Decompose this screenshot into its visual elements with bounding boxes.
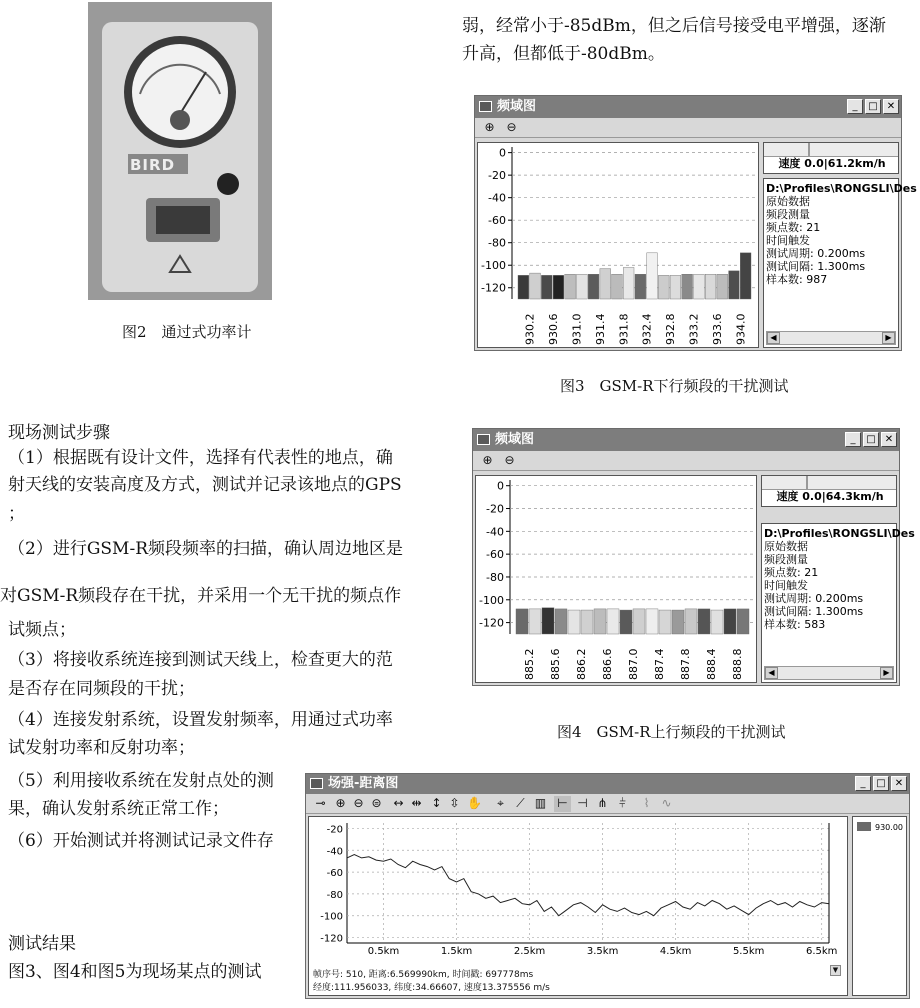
info-line: 时间触发 xyxy=(764,579,808,592)
y-tick-label: -100 xyxy=(481,259,506,273)
scroll-down-icon[interactable]: ▼ xyxy=(830,965,841,976)
y-tick-label: 0 xyxy=(499,146,506,160)
bar xyxy=(541,275,552,299)
power-meter-photo xyxy=(88,2,272,300)
info-line: 样本数: 987 xyxy=(766,273,828,286)
bar xyxy=(685,609,697,634)
window-app-icon xyxy=(477,434,490,445)
step-line-11: （5）利用接收系统在发射点处的测 xyxy=(8,771,274,791)
fig5-plot-area xyxy=(308,816,848,996)
y-tick-label: -120 xyxy=(320,933,343,945)
bar xyxy=(635,274,646,299)
marker-icon[interactable]: ⌖ xyxy=(497,796,504,810)
x-tick-label: 931.4 xyxy=(593,313,607,345)
zoom-out-icon[interactable]: ⊖ xyxy=(506,120,517,134)
results-line: 图3、图4和图5为现场某点的测试 xyxy=(8,962,262,982)
bar xyxy=(737,609,749,634)
x-tick-label: 888.4 xyxy=(705,648,718,680)
minimize-button[interactable]: _ xyxy=(855,776,871,791)
cursor-icon[interactable]: ⊢ xyxy=(554,796,571,812)
step-line-4: （2）进行GSM-R频段频率的扫描，确认周边地区是 xyxy=(8,539,403,559)
bar xyxy=(659,610,671,634)
zoom-in-icon[interactable]: ⊕ xyxy=(484,120,495,134)
y-tick-label: -20 xyxy=(488,169,506,183)
section-steps-heading: 现场测试步骤 xyxy=(8,423,110,443)
x-tick-label: 3.5km xyxy=(586,946,619,957)
bar xyxy=(670,275,681,299)
window-app-icon xyxy=(479,101,492,112)
step-line-13: （6）开始测试并将测试记录文件存 xyxy=(8,831,274,851)
zoom-fit-icon[interactable]: ⊜ xyxy=(371,796,382,810)
x-tick-label: 6.5km xyxy=(805,946,838,957)
fig5-status-line-2: 经度:111.956033, 纬度:34.66607, 速度13.375556 m/s xyxy=(313,983,550,993)
fig5-title: 场强-距离图 xyxy=(328,776,399,791)
expand-vertical-icon[interactable]: ↕ xyxy=(431,796,442,810)
x-tick-label: 5.5km xyxy=(732,946,765,957)
fig4-toolbar xyxy=(473,451,899,471)
info-line: 测试周期: 0.200ms xyxy=(766,247,866,260)
x-tick-label: 934.0 xyxy=(734,313,748,345)
section-results-heading: 测试结果 xyxy=(8,934,76,954)
fig3-caption: 图3 GSM-R下行频段的干扰测试 xyxy=(560,377,789,395)
zoom-in-icon[interactable]: ⊕ xyxy=(335,796,346,810)
step-line-8: 是否存在同频段的干扰； xyxy=(8,679,195,699)
bar xyxy=(607,609,619,634)
bar xyxy=(555,609,567,634)
bar-chart-icon[interactable]: ▥ xyxy=(534,796,547,810)
x-tick-label: 2.5km xyxy=(513,946,546,957)
x-tick-label: 4.5km xyxy=(659,946,692,957)
y-tick-label: -20 xyxy=(326,824,343,836)
bar xyxy=(588,274,599,299)
info-path: D:\Profiles\RONGSLI\Des xyxy=(764,527,915,540)
fig3-speed-readout: 速度 0.0|61.2km/h xyxy=(778,157,886,170)
bar xyxy=(542,608,554,634)
info-line: 样本数: 583 xyxy=(764,618,826,631)
y-tick-label: -120 xyxy=(481,281,506,295)
x-tick-label: 886.2 xyxy=(575,648,588,680)
x-tick-label: 932.4 xyxy=(640,313,654,345)
bar xyxy=(530,273,541,299)
legend-swatch xyxy=(857,822,871,831)
x-tick-label: 933.6 xyxy=(710,313,724,345)
fig3-plot-area xyxy=(477,142,759,348)
bar xyxy=(729,271,740,299)
scroll-left-icon[interactable]: ◀ xyxy=(767,332,780,344)
bar xyxy=(600,269,611,299)
info-path: D:\Profiles\RONGSLI\Des xyxy=(766,182,917,195)
step-line-2: 射天线的安装高度及方式，测试并记录该地点的GPS xyxy=(8,475,402,495)
bar xyxy=(698,609,710,634)
y-tick-label: -20 xyxy=(486,502,504,516)
info-line: 时间触发 xyxy=(766,234,810,247)
info-line: 测试周期: 0.200ms xyxy=(764,592,864,605)
x-tick-label: 931.8 xyxy=(617,313,631,345)
signal-icon[interactable]: ⌇ xyxy=(643,796,650,810)
horizontal-scrollbar[interactable] xyxy=(766,331,896,345)
fig5-status-line-1: 帧序号: 510, 距离:6.569990km, 时间戳: 697778ms xyxy=(313,970,534,980)
close-button[interactable]: ✕ xyxy=(881,432,897,447)
fig3-titlebar[interactable] xyxy=(475,96,901,118)
y-tick-label: -100 xyxy=(320,911,343,923)
bar xyxy=(633,609,645,634)
y-tick-label: -60 xyxy=(326,868,343,880)
zoom-out-icon[interactable]: ⊖ xyxy=(504,453,515,467)
y-tick-label: -40 xyxy=(488,191,506,205)
wave-icon[interactable]: ∿ xyxy=(661,796,672,810)
x-tick-label: 885.6 xyxy=(549,648,562,680)
bar xyxy=(724,609,736,634)
fig4-info-panel xyxy=(761,523,915,683)
fig4-titlebar[interactable] xyxy=(473,429,899,451)
step-line-3: ； xyxy=(8,504,25,524)
bar xyxy=(577,274,588,299)
step-line-5: 对GSM-R频段存在干扰，并采用一个无干扰的频点作 xyxy=(0,586,402,606)
x-tick-label: 930.6 xyxy=(547,313,561,345)
bar xyxy=(647,253,658,299)
y-tick-label: -60 xyxy=(486,548,504,562)
zoom-out-icon[interactable]: ⊖ xyxy=(353,796,364,810)
step-line-7: （3）将接收系统连接到测试天线上，检查更大的范 xyxy=(8,650,393,670)
right-top-line-1: 弱，经常小于-85dBm，但之后信号接受电平增强，逐渐 xyxy=(462,16,886,36)
step-line-12: 果，确认发射系统正常工作； xyxy=(8,799,229,819)
info-line: 频段测量 xyxy=(766,208,810,221)
bar xyxy=(623,267,634,299)
fig3-toolbar xyxy=(475,118,901,138)
peak-icon[interactable]: ⋔ xyxy=(597,796,608,810)
bar xyxy=(594,609,606,634)
fig5-toolbar xyxy=(306,794,909,814)
fig3-info-panel xyxy=(763,178,917,348)
x-tick-label: 931.0 xyxy=(570,313,584,345)
x-tick-label: 888.8 xyxy=(731,648,744,680)
hand-icon[interactable]: ✋ xyxy=(467,796,482,810)
window-app-icon xyxy=(310,778,323,789)
x-tick-label: 0.5km xyxy=(367,946,400,957)
bar xyxy=(612,274,623,299)
bar xyxy=(568,610,580,634)
bar xyxy=(518,275,529,299)
y-tick-label: -40 xyxy=(486,525,504,539)
bar xyxy=(682,274,693,299)
cursor-pair-icon[interactable]: ⊣ xyxy=(577,796,588,810)
x-tick-label: 930.2 xyxy=(523,313,537,345)
x-tick-label: 886.6 xyxy=(601,648,614,680)
compress-vertical-icon[interactable]: ⇳ xyxy=(449,796,460,810)
bar xyxy=(740,253,751,299)
close-button[interactable]: ✕ xyxy=(891,776,907,791)
info-line: 测试间隔: 1.300ms xyxy=(764,605,864,618)
bar xyxy=(581,610,593,634)
x-tick-label: 887.4 xyxy=(653,648,666,680)
minimize-button[interactable]: _ xyxy=(847,99,863,114)
scroll-right-icon[interactable]: ▶ xyxy=(882,332,895,344)
expand-horizontal-icon[interactable]: ↔ xyxy=(393,796,404,810)
x-tick-label: 932.8 xyxy=(664,313,678,345)
bar xyxy=(672,610,684,634)
close-button[interactable]: ✕ xyxy=(883,99,899,114)
y-tick-label: -80 xyxy=(488,236,506,250)
fig5-legend-panel xyxy=(852,816,907,996)
series-line xyxy=(347,855,829,916)
minimize-button[interactable]: _ xyxy=(845,432,861,447)
maximize-button[interactable]: □ xyxy=(865,99,881,114)
x-tick-label: 885.2 xyxy=(523,648,536,680)
step-line-1: （1）根据既有设计文件，选择有代表性的地点，确 xyxy=(8,448,393,468)
fig4-speed-readout: 速度 0.0|64.3km/h xyxy=(776,490,884,503)
split-icon[interactable]: ⫩ xyxy=(619,796,626,810)
bar xyxy=(565,274,576,299)
info-line: 频点数: 21 xyxy=(766,221,821,234)
horizontal-scrollbar[interactable] xyxy=(764,666,894,680)
line-chart-icon[interactable]: ⟋ xyxy=(516,796,525,810)
bar xyxy=(529,609,541,634)
fig5-window xyxy=(305,773,910,999)
info-line: 测试间隔: 1.300ms xyxy=(766,260,866,273)
x-tick-label: 1.5km xyxy=(440,946,473,957)
legend-item[interactable] xyxy=(857,821,905,833)
scroll-left-icon[interactable]: ◀ xyxy=(765,667,778,679)
photo-brand-logo: BIRD xyxy=(130,156,176,174)
bar xyxy=(646,609,658,634)
fig2-caption: 图2 通过式功率计 xyxy=(122,323,252,341)
info-line: 原始数据 xyxy=(764,540,808,553)
fig4-chart xyxy=(476,476,758,684)
fig4-plot-area xyxy=(475,475,757,683)
y-tick-label: -100 xyxy=(479,593,504,607)
bar xyxy=(705,274,716,299)
fig3-title: 频域图 xyxy=(497,99,537,114)
fig5-titlebar[interactable] xyxy=(306,774,909,794)
zoom-in-icon[interactable]: ⊕ xyxy=(482,453,493,467)
info-line: 频段测量 xyxy=(764,553,808,566)
fig4-window xyxy=(472,428,915,686)
fig4-speed-panel xyxy=(761,475,897,507)
fig3-chart xyxy=(478,143,760,349)
bar xyxy=(658,275,669,299)
bar xyxy=(694,274,705,299)
legend-label: 930.00 xyxy=(875,823,903,832)
y-tick-label: -60 xyxy=(488,214,506,228)
info-line: 原始数据 xyxy=(766,195,810,208)
scroll-right-icon[interactable]: ▶ xyxy=(880,667,893,679)
right-top-line-2: 升高，但都低于-80dBm。 xyxy=(462,44,665,64)
bar xyxy=(711,610,723,634)
bar xyxy=(516,609,528,634)
step-line-6: 试频点； xyxy=(8,620,76,640)
bar xyxy=(717,274,728,299)
y-tick-label: -80 xyxy=(326,889,343,901)
step-line-9: （4）连接发射系统，设置发射频率，用通过式功率 xyxy=(8,710,393,730)
fig4-caption: 图4 GSM-R上行频段的干扰测试 xyxy=(557,723,786,741)
pin-icon[interactable]: ⊸ xyxy=(315,796,326,810)
x-tick-label: 887.8 xyxy=(679,648,692,680)
step-line-10: 试发射功率和反射功率； xyxy=(8,738,195,758)
maximize-button[interactable]: □ xyxy=(863,432,879,447)
y-tick-label: -120 xyxy=(479,616,504,630)
fig4-title: 频域图 xyxy=(495,432,535,447)
x-tick-label: 887.0 xyxy=(627,648,640,680)
info-line: 频点数: 21 xyxy=(764,566,819,579)
y-tick-label: -80 xyxy=(486,570,504,584)
bar xyxy=(620,610,632,634)
fig3-window xyxy=(474,95,917,351)
y-tick-label: -40 xyxy=(326,846,343,858)
compress-horizontal-icon[interactable]: ⇹ xyxy=(411,796,422,810)
y-tick-label: 0 xyxy=(497,479,504,493)
x-tick-label: 933.2 xyxy=(687,313,701,345)
bar xyxy=(553,275,564,299)
fig3-speed-panel xyxy=(763,142,899,174)
maximize-button[interactable]: □ xyxy=(873,776,889,791)
